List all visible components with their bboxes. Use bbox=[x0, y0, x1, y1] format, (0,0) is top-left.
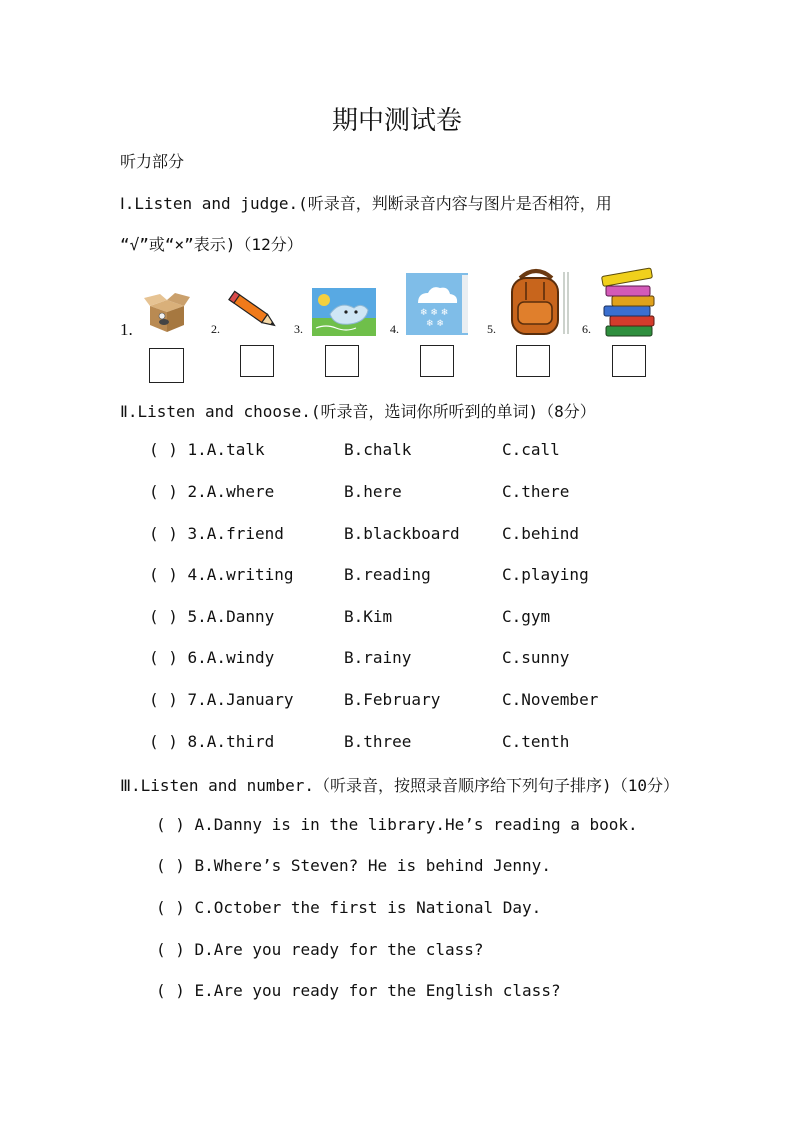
sentence-row-e: ( ) E.Are you ready for the English class? bbox=[156, 981, 561, 1000]
sentence-row-a: ( ) A.Danny is in the library.He’s reading a book. bbox=[156, 815, 638, 834]
answer-box-5[interactable] bbox=[516, 345, 550, 377]
option-c-1: C.call bbox=[502, 440, 560, 459]
option-b-5: B.Kim bbox=[344, 607, 393, 626]
option-c-6: C.sunny bbox=[502, 648, 570, 667]
question-row-8: ( ) 8.A.third bbox=[149, 732, 275, 751]
option-b-2: B.here bbox=[344, 482, 402, 501]
option-c-5: C.gym bbox=[502, 607, 551, 626]
question-row-4: ( ) 4.A.writing bbox=[149, 565, 294, 584]
svg-text:❄ ❄: ❄ ❄ bbox=[426, 319, 444, 329]
answer-box-3[interactable] bbox=[325, 345, 359, 377]
question-row-1: ( ) 1.A.talk bbox=[149, 440, 265, 459]
answer-box-4[interactable] bbox=[420, 345, 454, 377]
question-row-7: ( ) 7.A.January bbox=[149, 690, 294, 709]
item-number-3: 3. bbox=[294, 322, 303, 336]
sentence-row-d: ( ) D.Are you ready for the class? bbox=[156, 940, 484, 959]
section-heading-listening: 听力部分 bbox=[120, 152, 185, 171]
option-c-4: C.playing bbox=[502, 565, 589, 584]
item-number-6: 6. bbox=[582, 322, 591, 336]
option-b-4: B.reading bbox=[344, 565, 431, 584]
backpack-icon bbox=[502, 264, 574, 338]
option-c-7: C.November bbox=[502, 690, 599, 709]
answer-box-2[interactable] bbox=[240, 345, 274, 377]
snowy-cloud-icon bbox=[406, 273, 468, 335]
windy-weather-icon bbox=[312, 288, 376, 336]
part2-heading: Ⅱ.Listen and choose.(听录音，选词你所听到的单词)（8分） bbox=[120, 402, 596, 421]
option-c-2: C.there bbox=[502, 482, 570, 501]
question-row-3: ( ) 3.A.friend bbox=[149, 524, 284, 543]
option-b-3: B.blackboard bbox=[344, 524, 460, 543]
stack-of-books-icon bbox=[598, 264, 662, 338]
answer-box-6[interactable] bbox=[612, 345, 646, 377]
page-title: 期中测试卷 bbox=[331, 106, 462, 136]
option-b-8: B.three bbox=[344, 732, 412, 751]
question-row-5: ( ) 5.A.Danny bbox=[149, 607, 275, 626]
item-number-5: 5. bbox=[487, 322, 496, 336]
pencil-icon bbox=[225, 290, 283, 332]
option-b-7: B.February bbox=[344, 690, 441, 709]
item-number-2: 2. bbox=[211, 322, 220, 336]
sentence-row-c: ( ) C.October the first is National Day. bbox=[156, 898, 542, 917]
svg-text:❄ ❄ ❄: ❄ ❄ ❄ bbox=[420, 308, 449, 318]
option-c-3: C.behind bbox=[502, 524, 580, 543]
item-number-4: 4. bbox=[390, 322, 399, 336]
option-b-6: B.rainy bbox=[344, 648, 412, 667]
item-number-1: 1. bbox=[120, 320, 133, 339]
option-b-1: B.chalk bbox=[344, 440, 412, 459]
answer-box-1[interactable] bbox=[149, 348, 184, 383]
question-row-6: ( ) 6.A.windy bbox=[149, 648, 275, 667]
question-row-2: ( ) 2.A.where bbox=[149, 482, 275, 501]
part1-heading: Ⅰ.Listen and judge.(听录音，判断录音内容与图片是否相符，用 bbox=[120, 194, 612, 213]
part1-heading-cont: “√”或“×”表示)（12分） bbox=[120, 235, 303, 254]
sentence-row-b: ( ) B.Where’s Steven? He is behind Jenny. bbox=[156, 856, 551, 875]
part3-heading: Ⅲ.Listen and number.（听录音，按照录音顺序给下列句子排序)（10分） bbox=[120, 776, 679, 795]
cardboard-box-icon bbox=[142, 292, 192, 334]
option-c-8: C.tenth bbox=[502, 732, 570, 751]
